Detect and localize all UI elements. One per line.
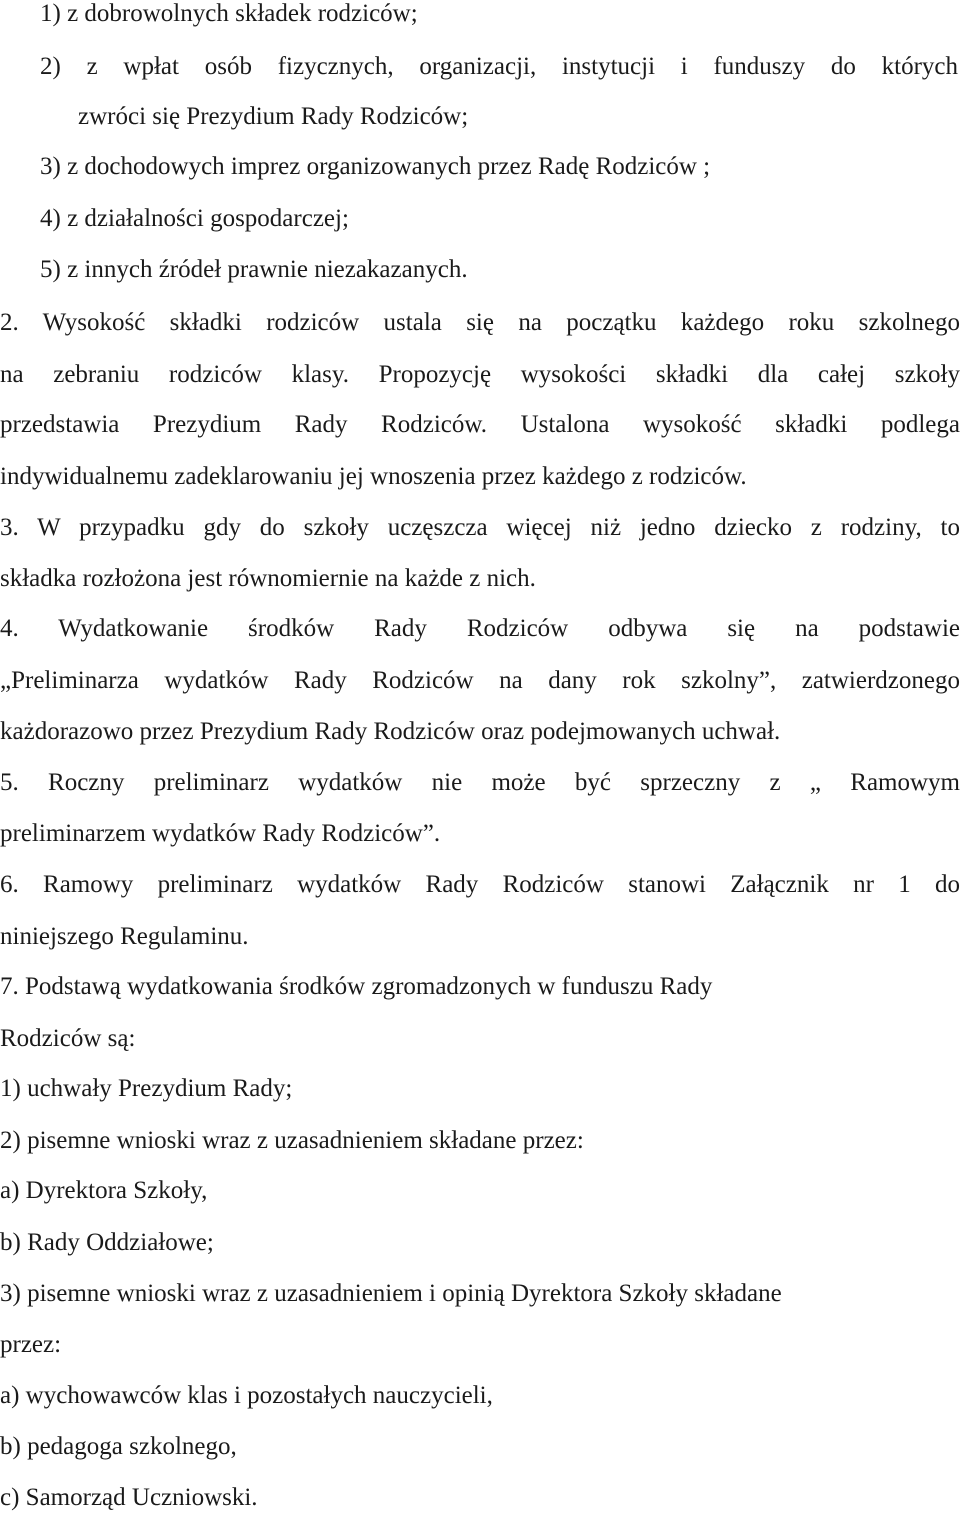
text-line: 2) z wpłat osób fizycznych, organizacji, instytucji i funduszy do których — [40, 53, 958, 80]
text-line: c) Samorząd Uczniowski. — [0, 1484, 258, 1511]
text-line: „Preliminarza wydatków Rady Rodziców na dany rok szkolny”, zatwierdzonego — [0, 667, 960, 694]
text-line: 4) z działalności gospodarczej; — [40, 205, 349, 232]
text-line: 1) uchwały Prezydium Rady; — [0, 1075, 293, 1102]
text-line: składka rozłożona jest równomiernie na każde z nich. — [0, 565, 536, 592]
text-line: przedstawia Prezydium Rady Rodziców. Ustalona wysokość składki podlega — [0, 411, 960, 438]
text-line: b) pedagoga szkolnego, — [0, 1433, 237, 1460]
text-line: 2) pisemne wnioski wraz z uzasadnieniem składane przez: — [0, 1127, 584, 1154]
text-line: każdorazowo przez Prezydium Rady Rodziców oraz podejmowanych uchwał. — [0, 718, 781, 745]
text-line: Rodziców są: — [0, 1025, 136, 1052]
text-line: 3) pisemne wnioski wraz z uzasadnieniem i opinią Dyrektora Szkoły składane — [0, 1280, 782, 1307]
text-line: 6. Ramowy preliminarz wydatków Rady Rodziców stanowi Załącznik nr 1 do — [0, 871, 960, 898]
text-line: a) Dyrektora Szkoły, — [0, 1177, 208, 1204]
text-line: 3) z dochodowych imprez organizowanych przez Radę Rodziców ; — [40, 153, 711, 180]
text-line: 5) z innych źródeł prawnie niezakazanych. — [40, 256, 468, 283]
text-line: indywidualnemu zadeklarowaniu jej wnoszenia przez każdego z rodziców. — [0, 463, 747, 490]
text-line: 4. Wydatkowanie środków Rady Rodziców odbywa się na podstawie — [0, 615, 960, 642]
text-line: 5. Roczny preliminarz wydatków nie może być sprzeczny z „ Ramowym — [0, 769, 960, 796]
text-line: b) Rady Oddziałowe; — [0, 1229, 214, 1256]
text-line: zwróci się Prezydium Rady Rodziców; — [78, 103, 469, 130]
text-line: na zebraniu rodziców klasy. Propozycję wysokości składki dla całej szkoły — [0, 361, 960, 388]
text-line: a) wychowawców klas i pozostałych nauczycieli, — [0, 1382, 493, 1409]
text-line: 7. Podstawą wydatkowania środków zgromadzonych w funduszu Rady — [0, 973, 713, 1000]
text-line: preliminarzem wydatków Rady Rodziców”. — [0, 820, 441, 847]
text-line: przez: — [0, 1331, 62, 1358]
text-line: 1) z dobrowolnych składek rodziców; — [40, 0, 418, 27]
text-line: niniejszego Regulaminu. — [0, 923, 249, 950]
text-line: 3. W przypadku gdy do szkoły uczęszcza więcej niż jedno dziecko z rodziny, to — [0, 514, 960, 541]
text-line: 2. Wysokość składki rodziców ustala się na początku każdego roku szkolnego — [0, 309, 960, 336]
